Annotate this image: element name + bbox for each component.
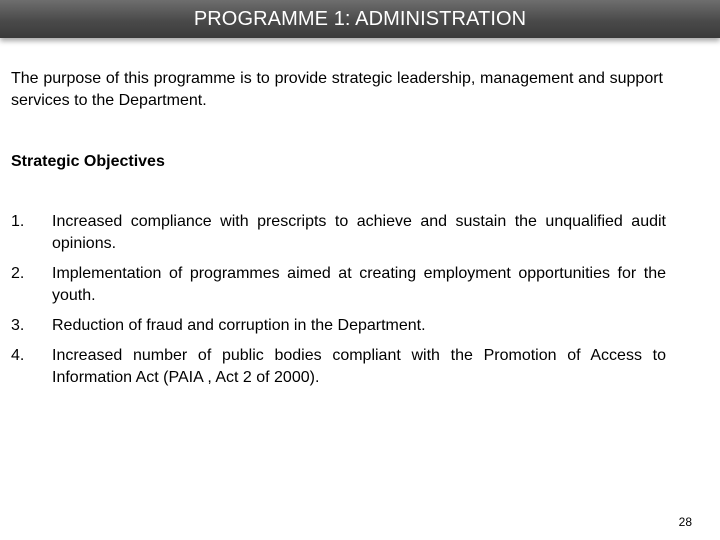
objectives-heading: Strategic Objectives: [11, 153, 165, 170]
list-item-number: 4.: [11, 347, 25, 364]
list-item-text: Reduction of fraud and corruption in the Department.: [52, 317, 426, 334]
slide-header: [0, 0, 720, 38]
list-item-number: 3.: [11, 317, 25, 334]
list-item: [11, 263, 666, 307]
list-item-text: Increased number of public bodies compliant with the Promotion of Access to Information Act (PAIA , Act 2 of 2000).: [52, 347, 666, 386]
list-item-text: Increased compliance with prescripts to achieve and sustain the unqualified audit opinions.: [52, 213, 666, 252]
page-number: 28: [678, 515, 692, 529]
purpose-paragraph: The purpose of this programme is to provide strategic leadership, management and support services to the Department.: [11, 70, 663, 109]
page-title: PROGRAMME 1: ADMINISTRATION: [193, 7, 527, 30]
list-item: [11, 345, 666, 389]
list-item-number: 1.: [11, 213, 25, 230]
list-item: [11, 211, 666, 255]
list-item-text: Implementation of programmes aimed at creating employment opportunities for the youth.: [52, 265, 666, 304]
list-item: [11, 315, 666, 337]
list-item-number: 2.: [11, 265, 25, 282]
